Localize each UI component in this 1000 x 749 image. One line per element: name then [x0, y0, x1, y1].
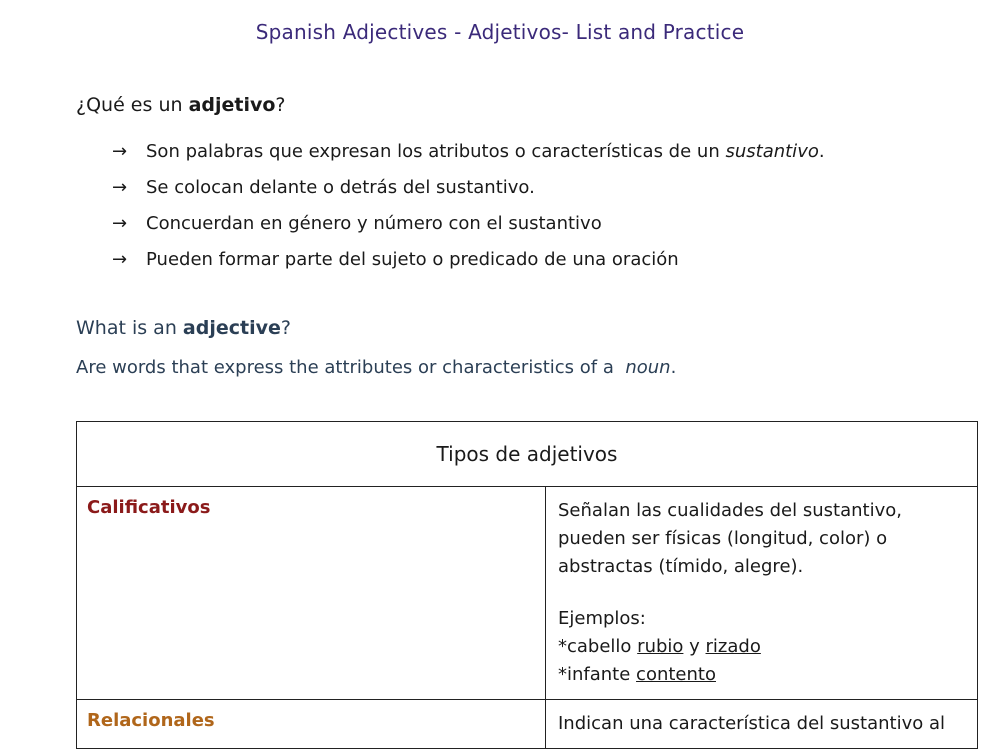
- table-row: [77, 487, 978, 700]
- definition-text: Are words that express the attributes or characteristics of a: [76, 357, 620, 378]
- question-english: [76, 317, 976, 339]
- bullet-text: Son palabras que expresan los atributos o características de un: [146, 141, 720, 162]
- type-description: [546, 700, 978, 749]
- type-name-relacionales: Relacionales: [77, 700, 546, 749]
- example-underlined: rubio: [637, 636, 684, 657]
- example-line: [558, 633, 965, 661]
- definition-end: .: [670, 357, 677, 378]
- definition-english: [76, 357, 976, 378]
- list-item: [112, 206, 825, 242]
- arrow-right-icon: →: [112, 177, 128, 198]
- example-underlined: contento: [636, 664, 716, 685]
- bullet-list: [112, 134, 825, 278]
- examples-label: Ejemplos:: [558, 608, 646, 629]
- bullet-text: Pueden formar parte del sujeto o predicado de una oración: [146, 249, 679, 270]
- list-item: [112, 242, 825, 278]
- question-english-bold: adjective: [182, 317, 281, 339]
- list-item: [112, 134, 825, 170]
- description-line: pueden ser físicas (longitud, color) o: [558, 528, 888, 549]
- arrow-right-icon: →: [112, 249, 128, 270]
- description-line: Indican una característica del sustantivo al: [558, 713, 945, 734]
- table-row: [77, 700, 978, 749]
- adjective-types-table: [76, 421, 978, 749]
- bullet-text: Se colocan delante o detrás del sustantivo.: [146, 177, 535, 198]
- arrow-right-icon: →: [112, 141, 128, 162]
- bullet-end: .: [818, 141, 825, 162]
- description-line: Señalan las cualidades del sustantivo,: [558, 500, 902, 521]
- definition-italic: noun: [625, 357, 671, 378]
- question-english-prefix: What is an: [76, 317, 183, 339]
- description-line: abstractas (tímido, alegre).: [558, 556, 804, 577]
- type-description: [546, 487, 978, 700]
- bullet-text: Concuerdan en género y número con el sustantivo: [146, 213, 602, 234]
- question-spanish-bold: adjetivo: [188, 94, 276, 116]
- question-spanish: [76, 94, 976, 116]
- example-connector: y: [683, 636, 706, 657]
- question-spanish-suffix: ?: [275, 94, 286, 116]
- question-english-suffix: ?: [280, 317, 291, 339]
- list-item: [112, 170, 825, 206]
- table-header: Tipos de adjetivos: [77, 422, 978, 487]
- question-spanish-prefix: ¿Qué es un: [76, 94, 189, 116]
- example-underlined: rizado: [705, 636, 761, 657]
- example-prefix: *infante: [558, 664, 637, 685]
- arrow-right-icon: →: [112, 213, 128, 234]
- example-line: [558, 661, 965, 689]
- type-name-calificativos: Calificativos: [77, 487, 546, 700]
- example-prefix: *cabello: [558, 636, 638, 657]
- page-title: Spanish Adjectives - Adjetivos- List and Practice: [255, 20, 745, 44]
- bullet-italic: sustantivo: [725, 141, 819, 162]
